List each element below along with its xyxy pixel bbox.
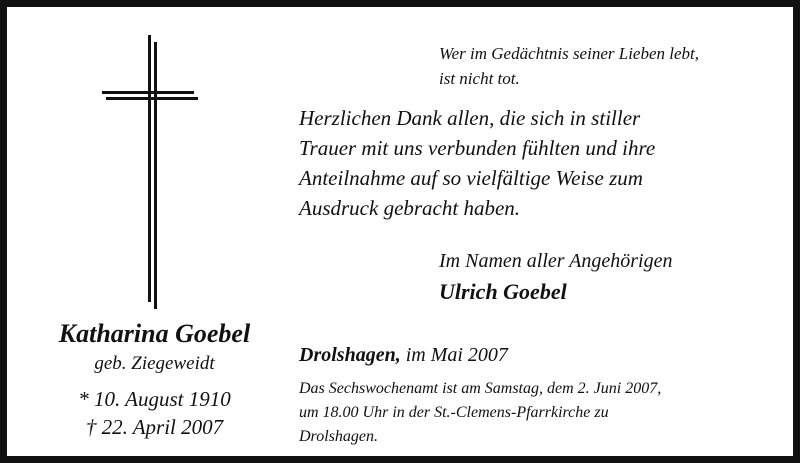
service-info [299,377,779,449]
motto-quote [439,41,779,91]
place-date-line [299,341,508,369]
deceased-birthname: geb. Ziegeweidt [94,353,215,374]
thanks-line: Herzlichen Dank allen, die sich in stiller [299,106,641,130]
death-date: † 22. April 2007 [85,415,224,439]
thanks-line: Ausdruck gebracht haben. [299,196,521,220]
thanks-text [299,103,779,223]
service-line: Drolshagen. [299,428,378,445]
signature-name: Ulrich Goebel [439,279,567,304]
place-name: Drolshagen, [299,344,401,366]
cross-vertical-bar [148,35,151,302]
cross-vertical-bar [154,42,157,309]
motto-line: Wer im Gedächtnis seiner Lieben lebt, [439,44,699,63]
signature-intro: Im Namen aller Angehörigen [439,250,673,272]
deceased-block [27,317,282,441]
service-line: Das Sechswochenamt ist am Samstag, dem 2. Juni 2007, [299,380,662,397]
birth-date: * 10. August 1910 [78,387,231,411]
thanks-line: Anteilnahme auf so vielfältige Weise zum [299,166,643,190]
cross-horizontal-bar [102,91,194,94]
motto-line: ist nicht tot. [439,69,520,88]
service-line: um 18.00 Uhr in der St.-Clemens-Pfarrkirche zu [299,404,609,421]
deceased-name: Katharina Goebel [58,319,251,348]
cross-horizontal-bar [106,97,198,100]
thanks-line: Trauer mit uns verbunden fühlten und ihre [299,136,656,160]
date-text: im Mai 2007 [405,344,508,366]
